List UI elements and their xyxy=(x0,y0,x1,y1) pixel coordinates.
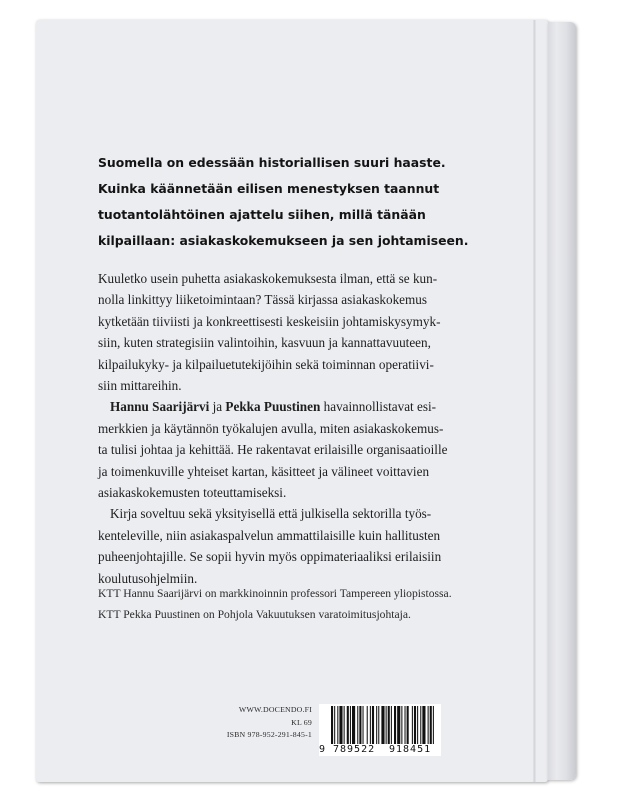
barcode-bar xyxy=(370,706,371,744)
isbn: ISBN 978-952-291-845-1 xyxy=(226,730,312,740)
intro-line: Suomella on edessään historiallisen suuri haaste. xyxy=(98,155,446,170)
para3-line: kenteleville, niin asiakaspalvelun ammattilaisille kuin hallitusten xyxy=(98,527,441,543)
barcode-bar xyxy=(357,706,358,744)
barcode-bar xyxy=(376,706,377,744)
barcode-bar xyxy=(422,706,425,744)
isbn-barcode xyxy=(319,704,441,744)
publisher-website: WWW.DOCENDO.FI xyxy=(238,705,312,714)
para1-line: nolla linkittyy liiketoimintaan? Tässä kirjassa asiakaskokemus xyxy=(98,292,428,308)
para1-line: Kuuletko usein puhetta asiakaskokemuksesta ilman, että se kun- xyxy=(98,271,438,286)
barcode-bar xyxy=(350,706,351,744)
author-name-2: Pekka Puustinen xyxy=(225,399,321,415)
barcode-bars xyxy=(319,704,441,744)
barcode-bar xyxy=(339,706,342,744)
barcode-bar xyxy=(397,706,400,744)
intro-line: tuotantolähtöinen ajattelu siihen, millä tänään xyxy=(98,207,426,222)
barcode-bar xyxy=(352,706,355,744)
barcode-bar xyxy=(417,706,418,744)
barcode-bar xyxy=(372,706,374,744)
para1-line: siin mittareihin. xyxy=(98,378,182,394)
barcode-bar xyxy=(386,706,387,744)
conjunction: ja xyxy=(209,399,226,415)
barcode-bar xyxy=(420,706,421,744)
barcode-bar xyxy=(331,706,333,744)
author-bios xyxy=(98,583,518,625)
para2-line: ja toimenkuville yhteiset kartan, käsitteet ja välineet voittavien xyxy=(98,463,430,479)
barcode-left-group: 789522 xyxy=(333,744,376,755)
para2-line: merkkien ja käytännön työkalujen avulla, miten asiakaskokemus- xyxy=(98,420,444,436)
barcode-bar xyxy=(428,706,429,744)
description-body xyxy=(98,268,448,589)
barcode-bar xyxy=(433,706,434,744)
barcode-bar xyxy=(378,706,379,744)
barcode-bar xyxy=(405,706,406,744)
barcode-bar xyxy=(412,706,413,744)
barcode-bar xyxy=(359,706,361,744)
para3-line: Kirja soveltuu sekä yksityisellä että julkisella sektorilla työs- xyxy=(110,506,432,522)
para2-first-line xyxy=(98,396,448,417)
intro-blurb xyxy=(98,150,469,254)
barcode-bar xyxy=(388,706,390,744)
author-name-1: Hannu Saarijärvi xyxy=(110,399,210,415)
barcode-bar xyxy=(347,706,349,744)
barcode-bar xyxy=(394,706,396,744)
intro-line: kilpaillaan: asiakaskokemukseen ja sen johtamiseen. xyxy=(98,233,469,248)
library-class: KL 69 xyxy=(291,717,312,727)
barcode-bar xyxy=(401,706,402,744)
para2-first-rest: havainnollistavat esi- xyxy=(320,399,437,415)
author-bio: KTT Pekka Puustinen on Pohjola Vakuutuksen varatoimitusjohtaja. xyxy=(98,608,411,621)
barcode-right-group: 918451 xyxy=(389,744,432,755)
spine-crease xyxy=(533,20,536,782)
book-spine xyxy=(548,22,576,780)
para3-line: koulutusohjelmiin. xyxy=(98,570,198,586)
para3-line: puheenjohtajille. Se sopii hyvin myös oppimateriaaliksi erilaisiin xyxy=(98,549,442,565)
barcode-bar xyxy=(344,706,345,744)
intro-line: Kuinka käännetään eilisen menestyksen taannut xyxy=(98,181,440,196)
barcode-bar xyxy=(414,706,416,744)
barcode-bar xyxy=(334,706,335,744)
barcode-bar xyxy=(407,706,409,744)
publisher-info xyxy=(200,704,312,742)
barcode-bar xyxy=(391,706,392,744)
author-bio: KTT Hannu Saarijärvi on markkinoinnin professori Tampereen yliopistossa. xyxy=(98,587,452,600)
para1-line: siin, kuten strategisiin valintoihin, kasvuun ja kannattavuuteen, xyxy=(98,335,431,351)
para2-line: asiakaskokemusten toteuttamiseksi. xyxy=(98,485,287,501)
barcode-bar xyxy=(430,706,432,744)
para2-line: ta tulisi johtaa ja kehittää. He rakentavat erilaisille organisaatioille xyxy=(98,442,448,458)
para1-line: kilpailukyky- ja kilpailuetutekijöihin sekä toiminnan operatiivi- xyxy=(98,356,434,372)
barcode-bar xyxy=(337,706,338,744)
barcode-bar xyxy=(367,706,368,744)
barcode-bar xyxy=(381,706,384,744)
barcode-bar xyxy=(363,706,364,744)
para1-line: kytketään tiiviisti ja konkreettisesti keskeisiin johtamiskysymyk- xyxy=(98,313,441,329)
barcode-digits xyxy=(319,744,441,756)
barcode-first-digit: 9 xyxy=(319,744,326,755)
